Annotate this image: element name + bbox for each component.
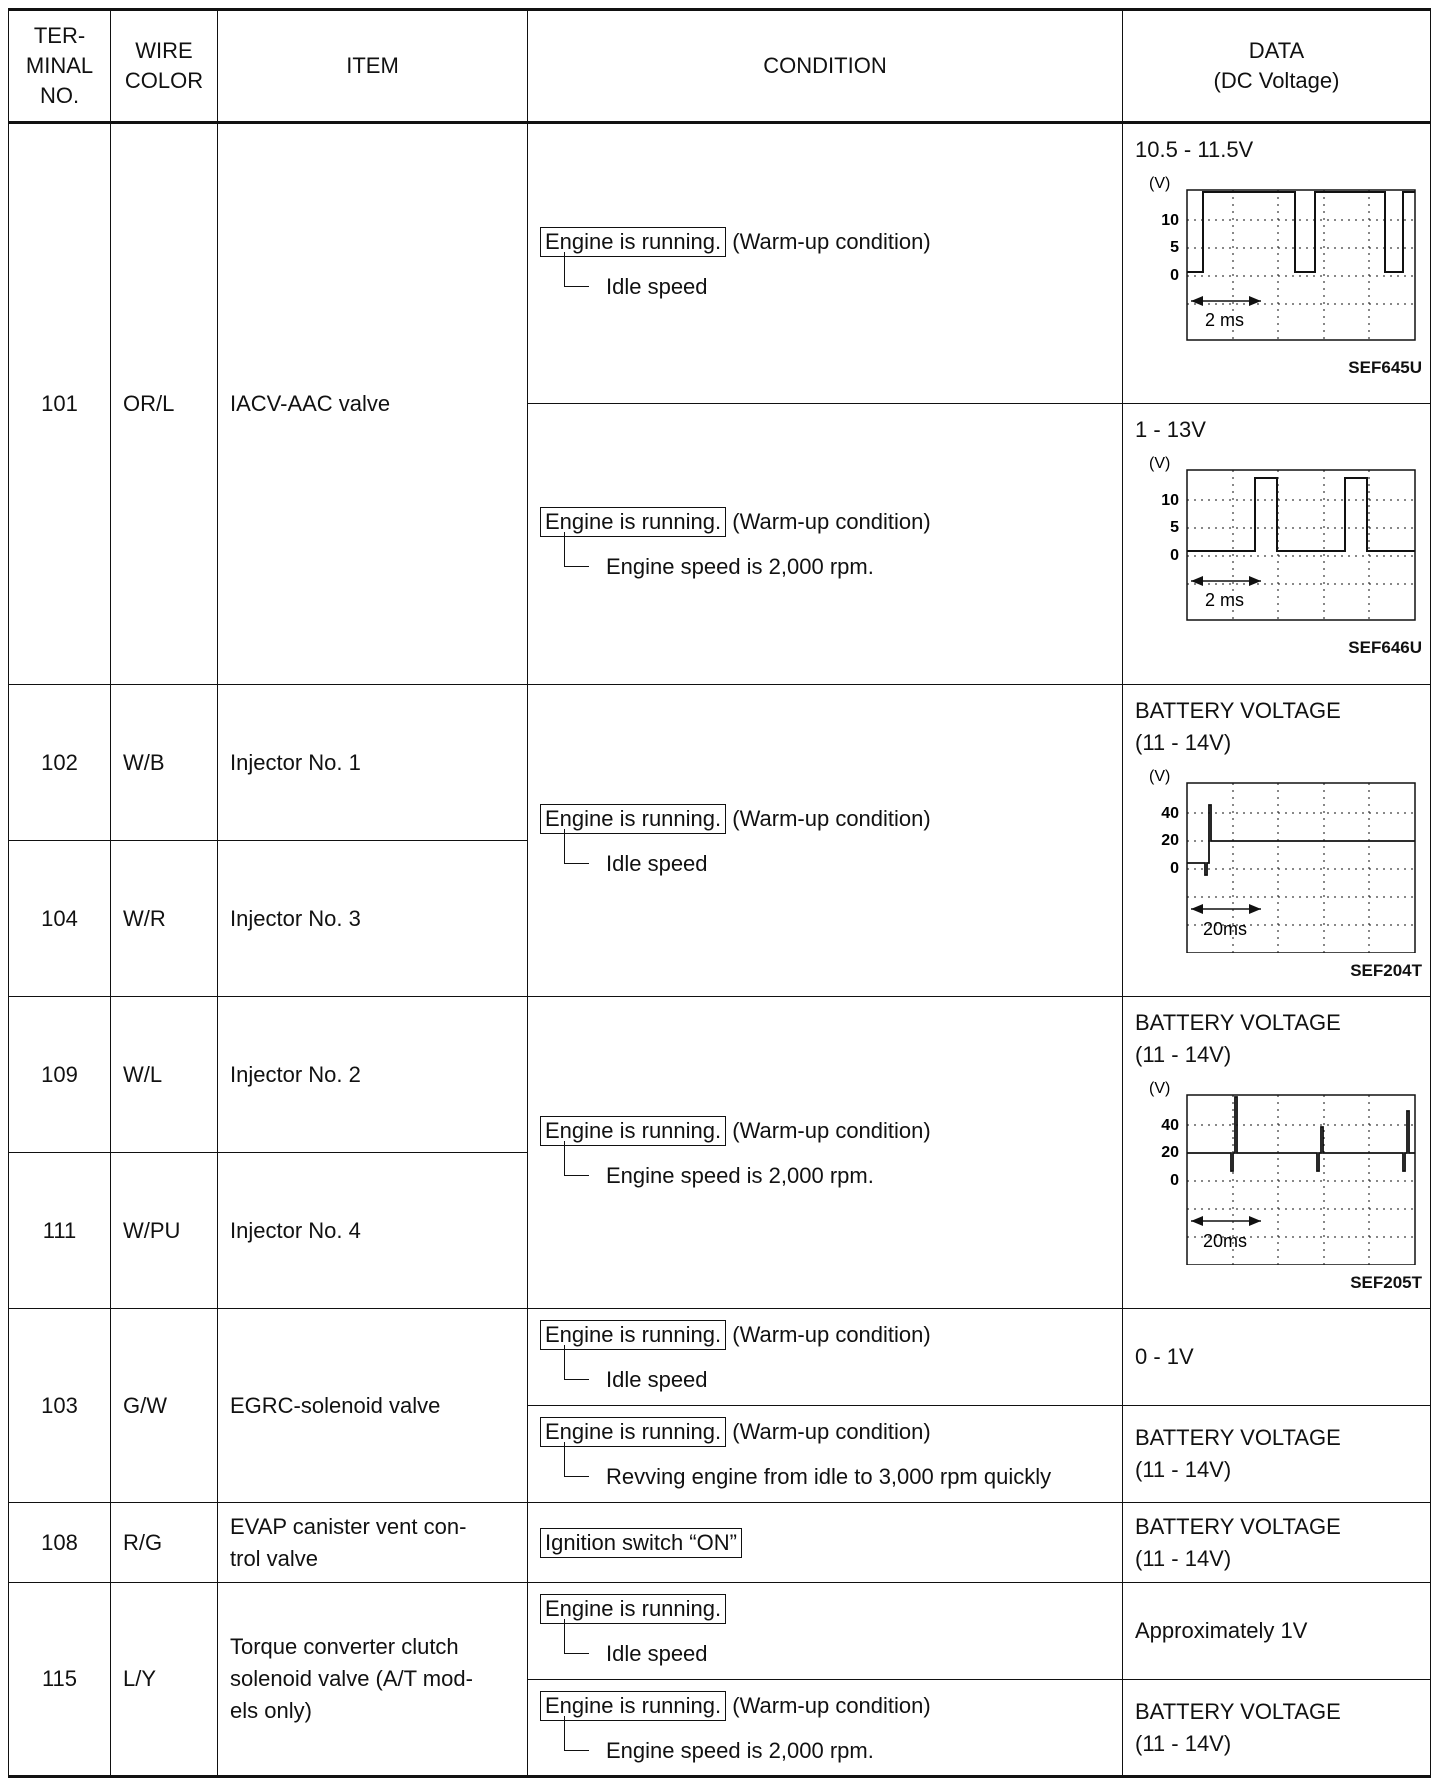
- wire-color: W/L: [111, 997, 218, 1153]
- data-value: 0 - 1V: [1135, 1344, 1194, 1369]
- wave-arrow-right: [1249, 904, 1261, 914]
- wave-unit: (V): [1149, 1080, 1171, 1097]
- item-line1: EVAP canister vent con-: [230, 1513, 467, 1539]
- item-name: [218, 1583, 528, 1777]
- terminal-no: 115: [9, 1583, 111, 1777]
- header-terminal: [9, 10, 111, 123]
- figure-code: SEF646U: [1348, 638, 1422, 657]
- condition-sub: Idle speed: [540, 1365, 1122, 1395]
- item-line2: solenoid valve (A/T mod-: [230, 1666, 473, 1691]
- condition-extra: (Warm-up condition): [732, 509, 931, 534]
- data-value-line2: (11 - 14V): [1135, 730, 1232, 755]
- data-value-line1: BATTERY VOLTAGE: [1135, 1698, 1341, 1724]
- figure-code: SEF205T: [1350, 1273, 1422, 1292]
- condition-main: Engine is running.: [540, 1116, 726, 1146]
- wave-tick-mid: 5: [1170, 519, 1179, 536]
- condition-cell: [528, 997, 1123, 1309]
- wave-arrow-left: [1191, 576, 1203, 586]
- header-terminal-l3: NO.: [39, 83, 80, 108]
- condition-main: Engine is running.: [540, 1594, 726, 1624]
- condition-extra: (Warm-up condition): [732, 1322, 931, 1347]
- table-row: [9, 997, 1431, 1153]
- condition-sub: Engine speed is 2,000 rpm.: [540, 552, 1122, 582]
- wave-tick-mid: 5: [1170, 239, 1179, 256]
- header-data-l1: DATA: [1248, 38, 1305, 63]
- wave-span-label: 20ms: [1203, 919, 1248, 939]
- table-row: [9, 123, 1431, 404]
- data-cell: [1123, 997, 1431, 1309]
- terminal-no: 109: [9, 997, 111, 1153]
- terminal-no: 104: [9, 841, 111, 997]
- wave-trace: [1187, 1097, 1415, 1171]
- condition-cell: [528, 685, 1123, 997]
- table-row: [9, 1503, 1431, 1583]
- data-cell: [1123, 1503, 1431, 1583]
- wave-tick-top: 40: [1161, 805, 1179, 822]
- condition-extra: (Warm-up condition): [732, 805, 931, 831]
- wave-tick-mid: 20: [1161, 1144, 1179, 1161]
- condition-cell: [528, 1406, 1123, 1503]
- item-name: IACV-AAC valve: [218, 123, 528, 685]
- data-cell: [1123, 404, 1431, 685]
- data-value-line2: (11 - 14V): [1135, 1457, 1232, 1482]
- condition-extra: (Warm-up condition): [732, 228, 931, 254]
- terminal-no: 102: [9, 685, 111, 841]
- data-cell: [1123, 1406, 1431, 1503]
- wave-arrow-right: [1249, 296, 1261, 306]
- wire-color: R/G: [111, 1503, 218, 1583]
- header-wire: [111, 10, 218, 123]
- wave-span-label: 2 ms: [1205, 590, 1245, 610]
- wave-tick-zero: 0: [1170, 547, 1179, 564]
- condition-main: Engine is running.: [540, 1691, 726, 1721]
- wave-tick-mid: 20: [1161, 832, 1179, 849]
- item-line3: els only): [230, 1698, 312, 1723]
- wire-color: W/PU: [111, 1153, 218, 1309]
- header-wire-l1: WIRE: [135, 38, 193, 63]
- data-value: 1 - 13V: [1135, 417, 1206, 442]
- condition-sub: Engine speed is 2,000 rpm.: [540, 1161, 1122, 1191]
- data-value-line1: BATTERY VOLTAGE: [1135, 1513, 1341, 1539]
- condition-extra: (Warm-up condition): [732, 1117, 931, 1143]
- waveform-sef646u: [1135, 450, 1425, 640]
- wave-span-label: 2 ms: [1205, 310, 1245, 330]
- item-line2: trol valve: [230, 1545, 319, 1571]
- condition-cell: [528, 1680, 1123, 1777]
- table-header-row: [9, 10, 1431, 123]
- item-name: Injector No. 1: [218, 685, 528, 841]
- condition-main: Engine is running.: [540, 1417, 726, 1447]
- item-name: EGRC-solenoid valve: [218, 1309, 528, 1503]
- item-name: Injector No. 4: [218, 1153, 528, 1309]
- wave-trace: [1187, 478, 1415, 551]
- condition-extra: (Warm-up condition): [732, 1692, 931, 1718]
- data-value-line1: BATTERY VOLTAGE: [1135, 1425, 1341, 1450]
- terminal-no: 108: [9, 1503, 111, 1583]
- data-cell: [1123, 685, 1431, 997]
- data-value-line2: (11 - 14V): [1135, 1545, 1232, 1571]
- wire-color: L/Y: [111, 1583, 218, 1777]
- condition-main: Engine is running.: [540, 507, 726, 537]
- item-name: [218, 1503, 528, 1583]
- wave-trace: [1187, 805, 1415, 875]
- condition-cell: [528, 1583, 1123, 1680]
- wave-tick-zero: 0: [1170, 860, 1179, 877]
- figure-code: SEF204T: [1350, 961, 1422, 980]
- condition-sub: Idle speed: [540, 849, 1122, 879]
- wave-trace: [1187, 192, 1415, 272]
- header-data-l2: (DC Voltage): [1213, 68, 1340, 93]
- data-value-line2: (11 - 14V): [1135, 1042, 1232, 1067]
- condition-main: Engine is running.: [540, 804, 726, 834]
- wave-arrow-left: [1191, 904, 1203, 914]
- data-cell: [1123, 1583, 1431, 1680]
- waveform-sef205t: [1135, 1075, 1425, 1265]
- condition-sub: Engine speed is 2,000 rpm.: [540, 1736, 1122, 1766]
- wave-arrow-right: [1249, 576, 1261, 586]
- data-cell: [1123, 123, 1431, 404]
- wave-arrow-left: [1191, 296, 1203, 306]
- condition-cell: [528, 123, 1123, 404]
- terminal-no: 111: [9, 1153, 111, 1309]
- wave-tick-top: 10: [1161, 212, 1179, 229]
- item-line1: Torque converter clutch: [230, 1634, 459, 1659]
- wave-span-label: 20ms: [1203, 1231, 1248, 1251]
- wire-color: W/R: [111, 841, 218, 997]
- condition-cell: [528, 1503, 1123, 1583]
- header-terminal-l2: MINAL: [25, 53, 94, 78]
- data-value: Approximately 1V: [1135, 1618, 1308, 1643]
- condition-sub: Idle speed: [540, 272, 1122, 302]
- wave-unit: (V): [1149, 175, 1171, 192]
- waveform-sef645u: [1135, 170, 1425, 360]
- condition-cell: [528, 404, 1123, 685]
- wire-color: W/B: [111, 685, 218, 841]
- table-row: [9, 1583, 1431, 1680]
- waveform-sef204t: [1135, 763, 1425, 953]
- header-terminal-l1: TER-: [33, 23, 86, 48]
- condition-extra: (Warm-up condition): [732, 1419, 931, 1444]
- condition-sub: Revving engine from idle to 3,000 rpm quickly: [540, 1462, 1122, 1492]
- table-row: [9, 685, 1431, 841]
- item-name: Injector No. 3: [218, 841, 528, 997]
- wave-unit: (V): [1149, 768, 1171, 785]
- data-value-line1: BATTERY VOLTAGE: [1135, 698, 1341, 723]
- wave-tick-zero: 0: [1170, 267, 1179, 284]
- data-value-line1: BATTERY VOLTAGE: [1135, 1010, 1341, 1035]
- data-value-line2: (11 - 14V): [1135, 1730, 1232, 1756]
- condition-main: Engine is running.: [540, 227, 726, 257]
- header-data: [1123, 10, 1431, 123]
- data-cell: [1123, 1309, 1431, 1406]
- wave-arrow-left: [1191, 1216, 1203, 1226]
- wave-tick-top: 10: [1161, 492, 1179, 509]
- ecm-terminal-table: [8, 8, 1431, 1778]
- wave-unit: (V): [1149, 455, 1171, 472]
- header-item: ITEM: [218, 10, 528, 123]
- wave-tick-top: 40: [1161, 1117, 1179, 1134]
- data-cell: [1123, 1680, 1431, 1777]
- condition-sub: Idle speed: [540, 1639, 1122, 1669]
- table-row: [9, 1309, 1431, 1406]
- item-name: Injector No. 2: [218, 997, 528, 1153]
- figure-code: SEF645U: [1348, 358, 1422, 377]
- wave-tick-zero: 0: [1170, 1172, 1179, 1189]
- header-condition: CONDITION: [528, 10, 1123, 123]
- terminal-no: 103: [9, 1309, 111, 1503]
- condition-cell: [528, 1309, 1123, 1406]
- header-wire-l2: COLOR: [124, 68, 204, 93]
- condition-main: Ignition switch “ON”: [540, 1528, 742, 1558]
- wire-color: OR/L: [111, 123, 218, 685]
- data-value: 10.5 - 11.5V: [1135, 137, 1254, 162]
- wire-color: G/W: [111, 1309, 218, 1503]
- condition-main: Engine is running.: [540, 1320, 726, 1350]
- wave-arrow-right: [1249, 1216, 1261, 1226]
- terminal-no: 101: [9, 123, 111, 685]
